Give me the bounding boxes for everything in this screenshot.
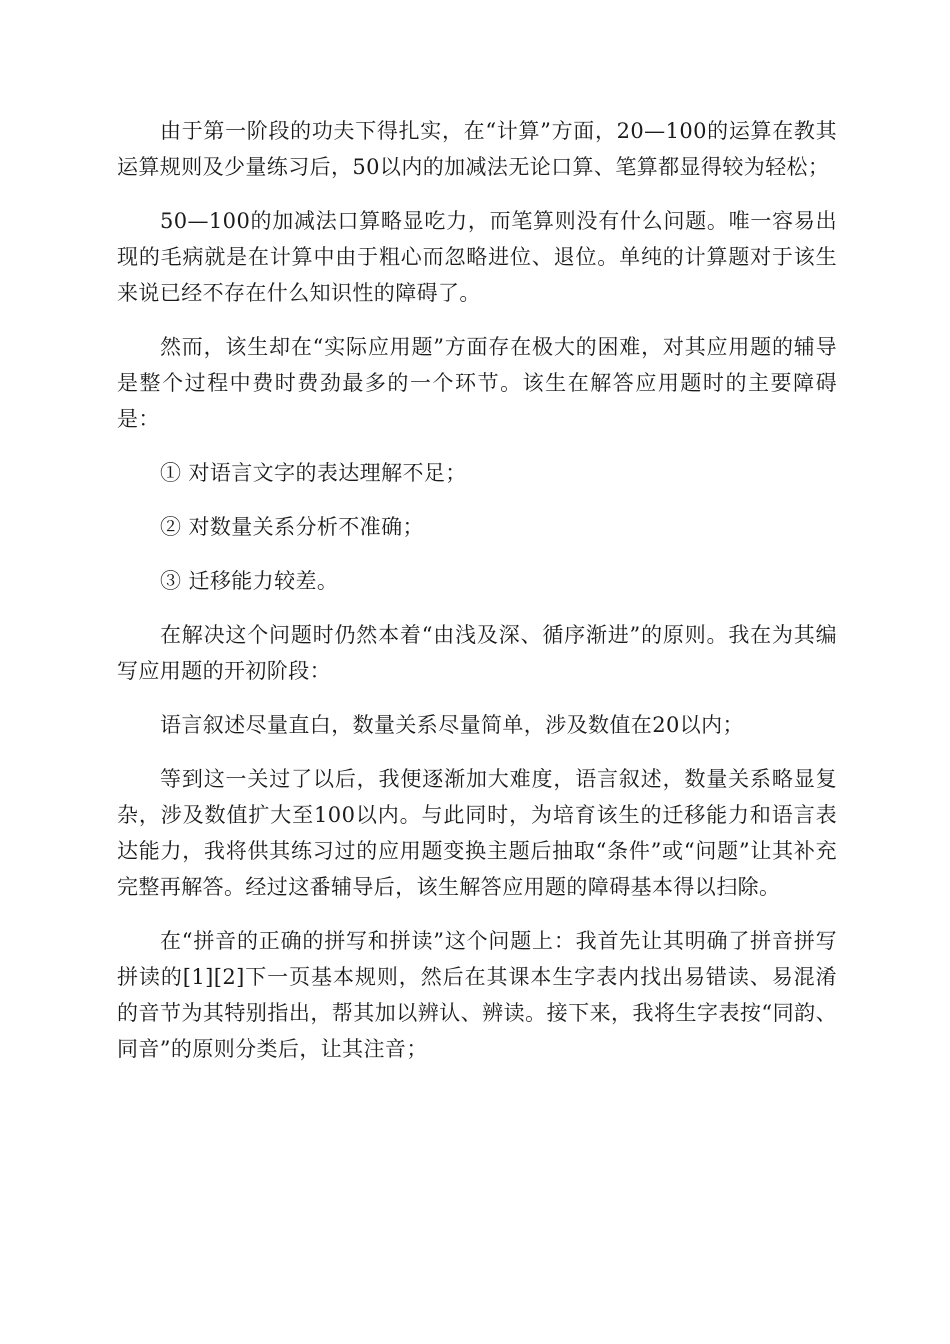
paragraph-calculation-intro: 由于第一阶段的功夫下得扎实，在“计算”方面，20—100的运算在教其运算规则及少量练习后，50以内的加减法无论口算、笔算都显得较为轻松； xyxy=(117,119,837,179)
list-item-obstacle-3: ③ 迁移能力较差。 xyxy=(160,569,339,593)
paragraph-word-problems: 然而，该生却在“实际应用题”方面存在极大的困难，对其应用题的辅导是整个过程中费时费劲最多的一个环节。该生在解答应用题时的主要障碍是： xyxy=(117,335,837,431)
document-page xyxy=(117,113,837,1067)
paragraph-calculation-50-100: 50—100的加减法口算略显吃力，而笔算则没有什么问题。唯一容易出现的毛病就是在计算中由于粗心而忽略进位、退位。单纯的计算题对于该生来说已经不存在什么知识性的障碍了。 xyxy=(117,209,837,305)
list-item-obstacle-1: ① 对语言文字的表达理解不足； xyxy=(160,461,467,485)
paragraph-increase-difficulty: 等到这一关过了以后，我便逐渐加大难度，语言叙述，数量关系略显复杂，涉及数值扩大至100以内。与此同时，为培育该生的迁移能力和语言表达能力，我将供其练习过的应用题变换主题后抽取“条件”或“问题”让其补充完整再解答。经过这番辅导后，该生解答应用题的障碍基本得以扫除。 xyxy=(117,767,837,899)
paragraph-initial-stage: 语言叙述尽量直白，数量关系尽量简单，涉及数值在20以内； xyxy=(160,713,744,737)
paragraph-pinyin: 在“拼音的正确的拼写和拼读”这个问题上：我首先让其明确了拼音拼写拼读的[1][2]下一页基本规则，然后在其课本生字表内找出易错读、易混淆的音节为其特别指出，帮其加以辨认、辨读。接下来，我将生字表按“同韵、同音”的原则分类后，让其注音； xyxy=(117,929,837,1061)
paragraph-principle: 在解决这个问题时仍然本着“由浅及深、循序渐进”的原则。我在为其编写应用题的开初阶段： xyxy=(117,623,837,683)
list-item-obstacle-2: ② 对数量关系分析不准确； xyxy=(160,515,424,539)
